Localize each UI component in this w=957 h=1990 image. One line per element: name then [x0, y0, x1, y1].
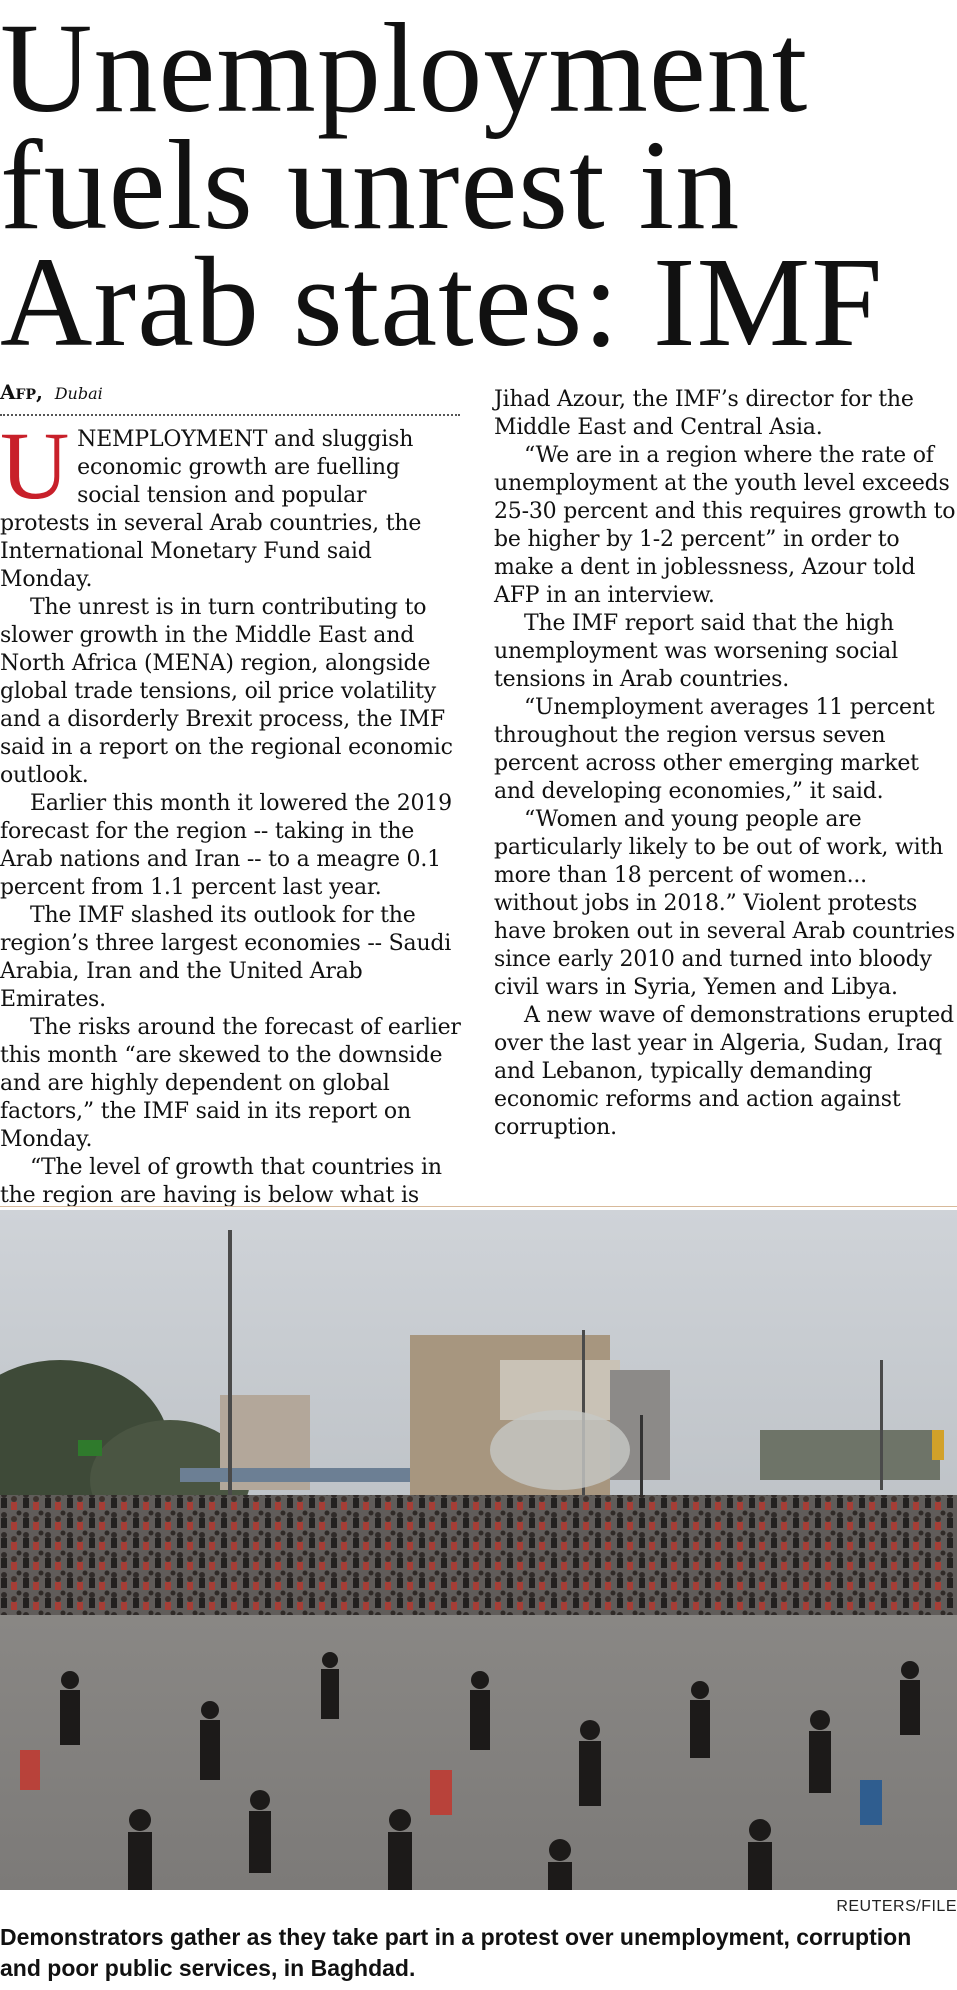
article-paragraph: The IMF report said that the high unemployment was worsening social tensions in Arab countries.	[494, 611, 898, 692]
article-paragraph: Earlier this month it lowered the 2019 forecast for the region -- taking in the Arab nations and Iran -- to a meagre 0.1 percent from 1.1 percent last year.	[0, 791, 452, 900]
byline-city: Dubai	[54, 384, 103, 403]
lead-paragraph	[0, 412, 462, 594]
byline	[0, 380, 103, 404]
article-paragraph: “Women and young people are particularly likely to be out of work, with more than 18 percent of women... without jobs in 2018.” Violent protests have broken out in several Arab countries since early 2010 and turned into bloody civil wars in Syria, Yemen and Libya.	[494, 807, 955, 1000]
article-column-left	[0, 412, 462, 1238]
photo-credit: REUTERS/FILE	[836, 1898, 957, 1915]
headline: Unemployment fuels unrest in Arab states: IMF	[0, 0, 884, 373]
drop-cap: U	[0, 412, 70, 519]
article-column-right	[494, 386, 957, 1142]
section-divider	[0, 1206, 957, 1207]
article-paragraph: “Unemployment averages 11 percent throughout the region versus seven percent across other emerging market and developing economies,” it said.	[494, 695, 935, 804]
photo-caption: Demonstrators gather as they take part in a protest over unemployment, corruption and poor public services, in Baghdad.	[0, 1924, 912, 1981]
article-paragraph: “We are in a region where the rate of unemployment at the youth level exceeds 25-30 percent and this requires growth to be higher by 1-2 percent” in order to make a dent in joblessness, Azour told AFP in an interview.	[494, 443, 956, 608]
article-paragraph: The unrest is in turn contributing to slower growth in the Middle East and North Africa (MENA) region, alongside global trade tensions, oil price volatility and a disorderly Brexit process, the IMF said in a report on the regional economic outlook.	[0, 595, 453, 788]
byline-divider	[0, 414, 460, 416]
lead-caps: NEMPLOYMENT	[77, 427, 268, 452]
article-paragraph: The IMF slashed its outlook for the region’s three largest economies -- Saudi Arabia, Iran and the United Arab Emirates.	[0, 903, 452, 1012]
article-paragraph: The risks around the forecast of earlier this month “are skewed to the downside and are highly dependent on global factors,” the IMF said in its report on Monday.	[0, 1015, 461, 1152]
article-paragraph-continued: Jihad Azour, the IMF’s director for the Middle East and Central Asia.	[494, 387, 914, 440]
protest-photo	[0, 1210, 957, 1890]
lead-text: and sluggish economic growth are fuelling social tension and popular protests in several Arab countries, the International Monetary Fund said Monday.	[0, 427, 422, 592]
byline-agency: Afp,	[0, 380, 43, 404]
article-paragraph: “The level of growth that countries in the region are having is below what is	[0, 1155, 442, 1208]
article-paragraph: A new wave of demonstrations erupted over the last year in Algeria, Sudan, Iraq and Lebanon, typically demanding economic reforms and action against corruption.	[494, 1003, 954, 1140]
